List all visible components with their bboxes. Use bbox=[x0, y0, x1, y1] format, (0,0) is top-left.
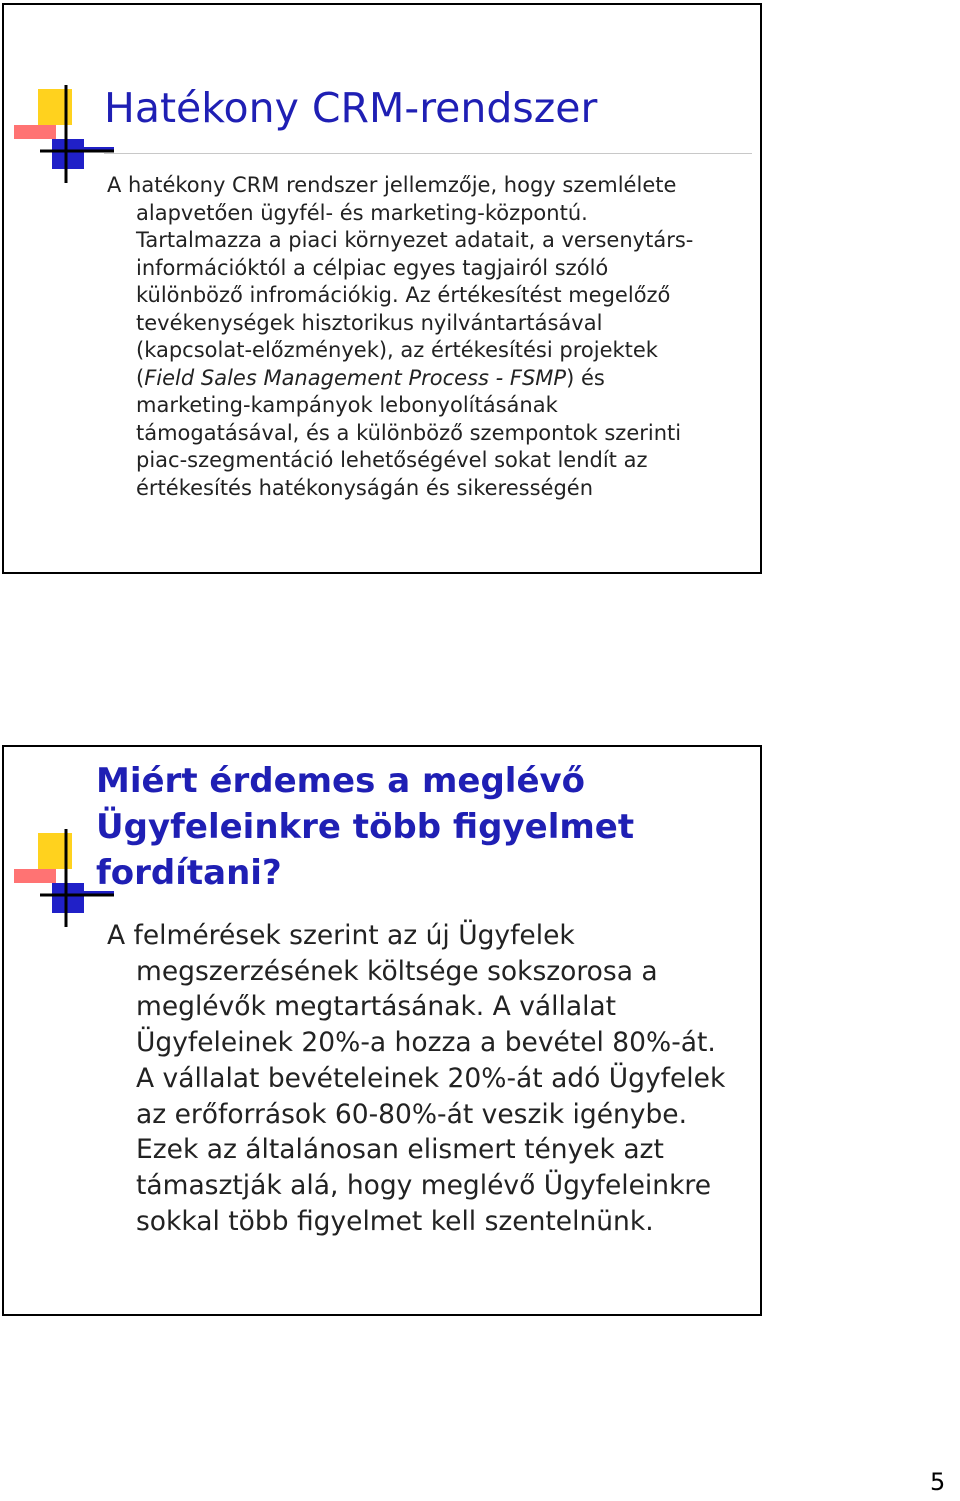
slide-1-body-line: marketing-kampányok lebonyolításának bbox=[136, 393, 558, 417]
slide-2-body-line: az erőforrások 60-80%-át veszik igénybe. bbox=[136, 1098, 688, 1130]
slide-1-body-line: értékesítés hatékonyságán és sikerességén bbox=[136, 475, 594, 500]
slide-1-body-italic: Field Sales Management Process - FSMP bbox=[144, 365, 567, 390]
slide-1-body-line: tevékenységek hisztorikus nyilvántartásával bbox=[136, 310, 603, 335]
slide-1-body-line: (kapcsolat-előzmények), az értékesítési projektek bbox=[136, 338, 658, 362]
slide-1-body-line bbox=[107, 365, 747, 393]
slide-1-body-line: piac-szegmentáció lehetőségével sokat lendít az bbox=[136, 448, 648, 472]
slide-1-body-text: ) és bbox=[566, 365, 605, 390]
slide-2-body-line: meglévők megtartásának. A vállalat bbox=[136, 991, 617, 1023]
slide-2-body-line: Ezek az általánosan elismert tények azt bbox=[136, 1134, 664, 1166]
slide-2-body-line: támasztják alá, hogy meglévő Ügyfeleinkre bbox=[136, 1169, 712, 1201]
slide-2-body-line: sokkal több figyelmet kell szentelnünk. bbox=[136, 1205, 654, 1237]
slide-1-body-line: támogatásával, és a különböző szempontok szerinti bbox=[136, 420, 682, 445]
slide-2-title-line: Ügyfeleinkre több figyelmet bbox=[96, 807, 635, 847]
slide-2-title-line: Miért érdemes a meglévő bbox=[96, 761, 586, 801]
slide-1-body bbox=[107, 172, 747, 502]
slide-1-body-line: Tartalmazza a piaci környezet adatait, a versenytárs- bbox=[136, 228, 694, 252]
slide-2-body-line: A felmérések szerint az új Ügyfelek bbox=[107, 920, 575, 951]
slide-1-body-text: különböző infromációkig. bbox=[136, 283, 399, 307]
slide-2-body-line: megszerzésének költsége sokszorosa a bbox=[136, 955, 658, 987]
slide-1-body-text: Az értékesítést megelőző bbox=[405, 283, 671, 307]
slide-1-body-text: ( bbox=[136, 365, 145, 390]
slide-1-title: Hatékony CRM-rendszer bbox=[104, 84, 598, 132]
slide-2-body bbox=[107, 918, 757, 1239]
page-number: 5 bbox=[930, 1468, 946, 1496]
slide-1-body-line bbox=[107, 282, 747, 310]
slide-1-title-divider bbox=[104, 153, 752, 154]
slide-1-body-line: alapvetően ügyfél- és marketing-központú. bbox=[136, 200, 588, 225]
slide-2-title bbox=[96, 758, 634, 896]
slide-2-body-line: Ügyfeleinek 20%-a hozza a bevétel 80%-át. bbox=[136, 1027, 716, 1059]
slide-2-body-line: A vállalat bevételeinek 20%-át adó Ügyfelek bbox=[136, 1062, 726, 1094]
slide-1-body-line: információktól a célpiac egyes tagjairól szóló bbox=[136, 255, 609, 280]
slide-2-title-line: fordítani? bbox=[96, 853, 282, 893]
slide-1-body-line: A hatékony CRM rendszer jellemzője, hogy szemlélete bbox=[107, 173, 677, 197]
